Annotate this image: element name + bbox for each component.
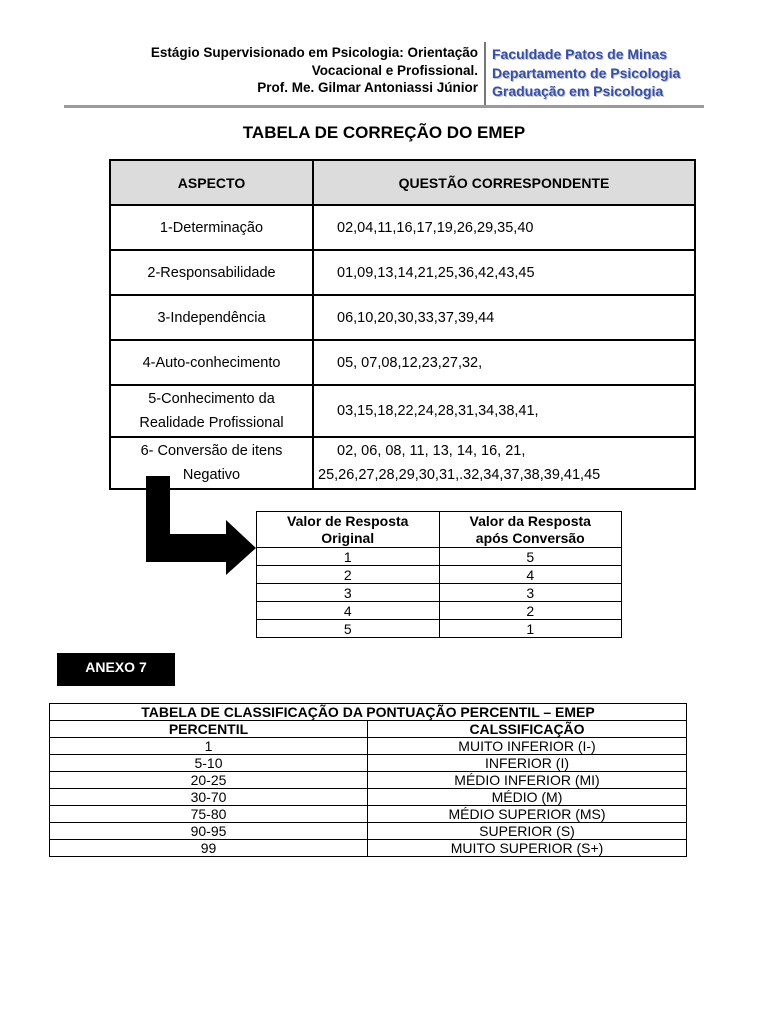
page-title: TABELA DE CORREÇÃO DO EMEP <box>242 123 526 142</box>
table-row <box>50 823 687 840</box>
department-name: Departamento de Psicologia <box>492 64 681 81</box>
aspect-line: Negativo <box>182 467 241 483</box>
converted-value: 2 <box>439 602 622 620</box>
questions-line: 02, 06, 08, 11, 13, 14, 16, 21, <box>337 443 526 459</box>
header-line: Original <box>321 529 375 546</box>
classification-cell: MUITO INFERIOR (I-) <box>368 738 687 755</box>
original-value: 5 <box>257 620 440 638</box>
header-line: Valor da Resposta <box>469 512 591 529</box>
column-header-classification: CALSSIFICAÇÃO <box>368 721 687 738</box>
questions-line: 25,26,27,28,29,30,31,.32,34,37,38,39,41,45 <box>318 467 601 483</box>
bent-arrow-right-icon <box>140 476 258 576</box>
header-professor-line: Prof. Me. Gilmar Antoniassi Júnior <box>257 80 478 95</box>
institution-name: Faculdade Patos de Minas <box>492 46 668 62</box>
table-row <box>110 385 695 437</box>
table-row <box>110 205 695 250</box>
table-row <box>257 566 622 584</box>
table-row <box>50 840 687 857</box>
table-row <box>50 755 687 772</box>
aspect-line: 5-Conhecimento da <box>148 391 275 407</box>
header-line: Valor de Resposta <box>287 512 409 529</box>
original-value: 1 <box>257 548 440 566</box>
table-row <box>110 250 695 295</box>
questions-cell <box>313 437 695 489</box>
column-header-questions: QUESTÃO CORRESPONDENTE <box>313 160 695 205</box>
table-row <box>257 620 622 638</box>
original-value: 4 <box>257 602 440 620</box>
column-header-original <box>257 512 440 548</box>
table-row <box>110 340 695 385</box>
table-row <box>50 789 687 806</box>
table-row <box>50 738 687 755</box>
classification-cell: INFERIOR (I) <box>368 755 687 772</box>
column-header-percentile: PERCENTIL <box>50 721 368 738</box>
classification-cell: MÉDIO (M) <box>368 789 687 806</box>
header-course-line: Estágio Supervisionado em Psicologia: Orientação <box>150 45 478 60</box>
questions-cell: 05, 07,08,12,23,27,32, <box>313 340 695 385</box>
table-row <box>50 806 687 823</box>
percentile-cell: 99 <box>50 840 368 857</box>
classification-cell: MUITO SUPERIOR (S+) <box>368 840 687 857</box>
original-value: 3 <box>257 584 440 602</box>
classification-cell: SUPERIOR (S) <box>368 823 687 840</box>
table-header-row <box>257 512 622 548</box>
table-title-row <box>50 704 687 721</box>
table-header-row <box>50 721 687 738</box>
column-header-converted <box>439 512 622 548</box>
correction-table <box>109 159 696 490</box>
questions-cell: 01,09,13,14,21,25,36,42,43,45 <box>313 250 695 295</box>
percentile-cell: 20-25 <box>50 772 368 789</box>
classification-cell: MÉDIO SUPERIOR (MS) <box>368 806 687 823</box>
percentile-cell: 1 <box>50 738 368 755</box>
percentile-cell: 5-10 <box>50 755 368 772</box>
classification-cell: MÉDIO INFERIOR (MI) <box>368 772 687 789</box>
original-value: 2 <box>257 566 440 584</box>
percentile-cell: 30-70 <box>50 789 368 806</box>
column-header-aspect: ASPECTO <box>110 160 313 205</box>
table-header-row <box>110 160 695 205</box>
percentile-cell: 75-80 <box>50 806 368 823</box>
converted-value: 4 <box>439 566 622 584</box>
aspect-line: Realidade Profissional <box>139 415 284 431</box>
questions-cell: 06,10,20,30,33,37,39,44 <box>313 295 695 340</box>
percentile-table-title: TABELA DE CLASSIFICAÇÃO DA PONTUAÇÃO PERCENTIL – EMEP <box>50 704 687 721</box>
table-row <box>110 295 695 340</box>
converted-value: 1 <box>439 620 622 638</box>
table-row <box>257 548 622 566</box>
table-row <box>50 772 687 789</box>
converted-value: 5 <box>439 548 622 566</box>
converted-value: 3 <box>439 584 622 602</box>
percentile-cell: 90-95 <box>50 823 368 840</box>
aspect-cell: 1-Determinação <box>110 205 313 250</box>
header-rule <box>64 105 704 108</box>
questions-cell: 03,15,18,22,24,28,31,34,38,41, <box>313 385 695 437</box>
aspect-cell: 2-Responsabilidade <box>110 250 313 295</box>
aspect-cell <box>110 385 313 437</box>
header-institution <box>492 45 752 101</box>
conversion-table <box>256 511 622 638</box>
header-course-line: Vocacional e Profissional. <box>311 62 478 78</box>
aspect-cell: 4-Auto-conhecimento <box>110 340 313 385</box>
annex-label: ANEXO 7 <box>57 653 175 686</box>
percentile-table <box>49 703 687 857</box>
aspect-line: 6- Conversão de itens <box>140 443 283 459</box>
header-divider <box>484 42 486 105</box>
table-row <box>257 602 622 620</box>
questions-cell: 02,04,11,16,17,19,26,29,35,40 <box>313 205 695 250</box>
table-row <box>257 584 622 602</box>
program-name: Graduação em Psicologia <box>492 83 664 99</box>
header-course-info <box>100 44 478 97</box>
header-line: após Conversão <box>475 529 585 546</box>
aspect-cell: 3-Independência <box>110 295 313 340</box>
